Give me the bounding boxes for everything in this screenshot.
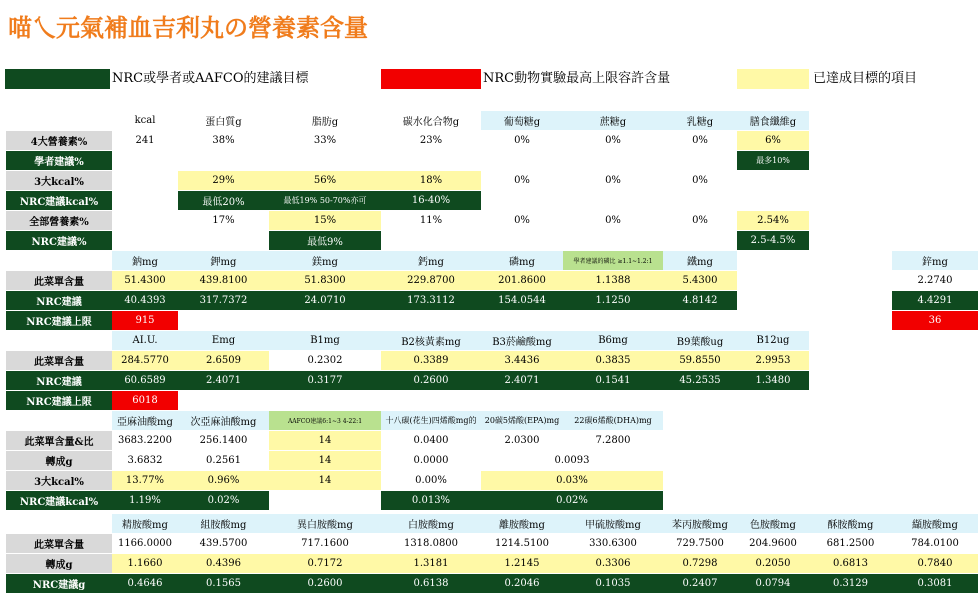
table-cell: 1.1250	[563, 291, 663, 310]
table-cell: 2.0300	[481, 431, 563, 450]
table-cell: 精胺酸mg	[112, 514, 178, 533]
table-cell: 鐵mg	[663, 251, 737, 270]
row-label: 4大營養素%	[6, 131, 112, 150]
table-cell: 苯丙胺酸mg	[663, 514, 737, 533]
table-cell: 14	[269, 471, 381, 490]
table-cell: 33%	[269, 131, 381, 150]
row-label: NRC建議	[6, 371, 112, 390]
table-cell: 0.96%	[178, 471, 269, 490]
table-cell: 784.0100	[892, 534, 978, 553]
table-cell: 白胺酸mg	[381, 514, 481, 533]
table-cell: 51.8300	[269, 271, 381, 290]
table-cell: 色胺酸mg	[737, 514, 809, 533]
table-cell: 0.6138	[381, 574, 481, 593]
table-cell: 1318.0800	[381, 534, 481, 553]
table-cell: 0.02%	[178, 491, 269, 510]
table-cell: 60.6589	[112, 371, 178, 390]
table-cell: 40.4393	[112, 291, 178, 310]
table-cell: 24.0710	[269, 291, 381, 310]
table-cell: 0%	[481, 171, 563, 190]
table-cell: 13.77%	[112, 471, 178, 490]
table-cell: 0.02%	[481, 491, 663, 510]
table-cell: 45.2535	[663, 371, 737, 390]
table-cell: 0.0794	[737, 574, 809, 593]
table-cell: Emg	[178, 331, 269, 350]
table-cell: 1166.0000	[112, 534, 178, 553]
legend-label-nrc-target: NRC或學者或AAFCO的建議目標	[112, 71, 309, 86]
table-cell: 葡萄糖g	[481, 111, 563, 130]
table-cell: 0%	[563, 171, 663, 190]
row-label: NRC建議g	[6, 574, 112, 593]
table-cell: 最多10%	[737, 151, 809, 170]
table-cell: 0.2600	[269, 574, 381, 593]
table-cell: 0.2407	[663, 574, 737, 593]
table-cell: 1.2145	[481, 554, 563, 573]
row-label: NRC建議上限	[6, 311, 112, 330]
table-cell: 組胺酸mg	[178, 514, 269, 533]
table-cell: 0.7172	[269, 554, 381, 573]
table-cell: 鉀mg	[178, 251, 269, 270]
legend-swatch-dark-green	[5, 69, 110, 89]
table-cell: 異白胺酸mg	[269, 514, 381, 533]
table-cell: 0.2302	[269, 351, 381, 370]
table-cell: 0%	[481, 131, 563, 150]
table-cell: 0.2600	[381, 371, 481, 390]
table-cell: 2.54%	[737, 211, 809, 230]
table-cell: 蛋白質g	[178, 111, 269, 130]
table-cell: 2.2740	[892, 271, 978, 290]
page-title: 喵乀元氣補血吉利丸の營養素含量	[8, 13, 368, 42]
table-cell: 離胺酸mg	[481, 514, 563, 533]
table-cell: 330.6300	[563, 534, 663, 553]
table-cell: 脂肪g	[269, 111, 381, 130]
table-cell: 439.8100	[178, 271, 269, 290]
row-label: 全部營養素%	[6, 211, 112, 230]
table-cell: 4.8142	[663, 291, 737, 310]
table-cell: 2.4071	[178, 371, 269, 390]
table-cell: 18%	[381, 171, 481, 190]
row-label: 學者建議%	[6, 151, 112, 170]
table-cell: 0.2046	[481, 574, 563, 593]
table-cell: 1.1388	[563, 271, 663, 290]
table-cell: B9葉酸ug	[663, 331, 737, 350]
table-cell: 次亞麻油酸mg	[178, 411, 269, 430]
table-cell: 14	[269, 451, 381, 470]
table-cell: 亞麻油酸mg	[112, 411, 178, 430]
row-label: NRC建議	[6, 291, 112, 310]
table-cell: 0.013%	[381, 491, 481, 510]
table-cell: 0.00%	[381, 471, 481, 490]
legend-swatch-yellow	[737, 69, 809, 89]
table-cell: 0.03%	[481, 471, 663, 490]
table-cell: AAFCO建議6:1~3 4-22:1	[269, 411, 381, 430]
table-cell: 229.8700	[381, 271, 481, 290]
table-cell: 7.2800	[563, 431, 663, 450]
table-cell: 1.1660	[112, 554, 178, 573]
table-cell: 0.0400	[381, 431, 481, 450]
table-cell: 36	[892, 311, 978, 330]
table-cell: 15%	[269, 211, 381, 230]
table-cell: 1.3480	[737, 371, 809, 390]
table-cell: 0%	[663, 171, 737, 190]
table-cell: 241	[112, 131, 178, 150]
row-label: 此菜單含量&比	[6, 431, 112, 450]
table-cell: 蔗糖g	[563, 111, 663, 130]
table-cell: 20碳5烯酸(EPA)mg	[481, 411, 563, 430]
table-cell: 56%	[269, 171, 381, 190]
table-cell: 鎂mg	[269, 251, 381, 270]
table-cell: B3菸鹼酸mg	[481, 331, 563, 350]
table-cell: 2.4071	[481, 371, 563, 390]
row-label: 轉成g	[6, 554, 112, 573]
table-cell: 2.5-4.5%	[737, 231, 809, 250]
table-cell: 22碳6烯酸(DHA)mg	[563, 411, 663, 430]
table-cell: 0.3177	[269, 371, 381, 390]
legend-swatch-red	[381, 69, 481, 89]
table-cell: B1mg	[269, 331, 381, 350]
table-cell: 乳糖g	[663, 111, 737, 130]
table-cell: 201.8600	[481, 271, 563, 290]
table-cell: 173.3112	[381, 291, 481, 310]
table-cell: 0.7840	[892, 554, 978, 573]
table-cell: 鋅mg	[892, 251, 978, 270]
table-cell: 29%	[178, 171, 269, 190]
table-cell: 4.4291	[892, 291, 978, 310]
table-cell: 0%	[481, 211, 563, 230]
row-label: NRC建議kcal%	[6, 491, 112, 510]
table-cell: 0.3129	[809, 574, 892, 593]
table-cell: 59.8550	[663, 351, 737, 370]
table-cell: 681.2500	[809, 534, 892, 553]
table-cell: 碳水化合物g	[381, 111, 481, 130]
table-cell: 0.0093	[481, 451, 663, 470]
table-cell: 0.4646	[112, 574, 178, 593]
table-cell: 23%	[381, 131, 481, 150]
legend-label-achieved: 已達成目標的項目	[813, 71, 918, 86]
table-cell: 38%	[178, 131, 269, 150]
row-label: NRC建議上限	[6, 391, 112, 410]
table-cell: 0.7298	[663, 554, 737, 573]
table-cell: B6mg	[563, 331, 663, 350]
table-cell: 0.2050	[737, 554, 809, 573]
row-label: 此菜單含量	[6, 351, 112, 370]
table-cell: 0%	[563, 131, 663, 150]
table-cell: 0.1565	[178, 574, 269, 593]
table-cell: 915	[112, 311, 178, 330]
table-cell: 204.9600	[737, 534, 809, 553]
table-cell: 0.4396	[178, 554, 269, 573]
row-label: 3大kcal%	[6, 471, 112, 490]
table-cell: 2.6509	[178, 351, 269, 370]
table-cell: 3.6832	[112, 451, 178, 470]
table-cell: B12ug	[737, 331, 809, 350]
table-cell: 0.3081	[892, 574, 978, 593]
table-cell: 284.5770	[112, 351, 178, 370]
table-cell: 鈉mg	[112, 251, 178, 270]
table-cell: 0.2561	[178, 451, 269, 470]
table-cell: 0.0000	[381, 451, 481, 470]
table-cell: 0.1541	[563, 371, 663, 390]
row-label: NRC建議kcal%	[6, 191, 112, 210]
table-cell: 0%	[563, 211, 663, 230]
table-cell: 0.3306	[563, 554, 663, 573]
table-cell: 酥胺酸mg	[809, 514, 892, 533]
table-cell: AI.U.	[112, 331, 178, 350]
table-cell: 14	[269, 431, 381, 450]
table-cell: 0%	[663, 131, 737, 150]
table-cell: 最低9%	[269, 231, 381, 250]
table-cell: 16-40%	[381, 191, 481, 210]
table-cell: 439.5700	[178, 534, 269, 553]
table-cell: 17%	[178, 211, 269, 230]
table-cell: 最低19% 50-70%亦可	[269, 191, 381, 210]
row-label: 此菜單含量	[6, 534, 112, 553]
table-cell: 154.0544	[481, 291, 563, 310]
table-cell: 磷mg	[481, 251, 563, 270]
table-cell: 3.4436	[481, 351, 563, 370]
table-cell: 0.3835	[563, 351, 663, 370]
table-cell: 學者建議的磷比 ≥1.1~1.2:1	[563, 251, 663, 270]
table-cell: 0.3389	[381, 351, 481, 370]
row-label: 轉成g	[6, 451, 112, 470]
table-cell: 3683.2200	[112, 431, 178, 450]
table-cell: 0%	[663, 211, 737, 230]
table-cell: 最低20%	[178, 191, 269, 210]
table-cell: 1.3181	[381, 554, 481, 573]
table-cell: 6018	[112, 391, 178, 410]
table-cell: 甲硫胺酸mg	[563, 514, 663, 533]
table-cell: 2.9953	[737, 351, 809, 370]
table-cell: 729.7500	[663, 534, 737, 553]
table-cell: 鈣mg	[381, 251, 481, 270]
legend-label-nrc-upper-limit: NRC動物實驗最高上限容許含量	[483, 71, 671, 86]
table-cell: 0.1035	[563, 574, 663, 593]
table-cell: 膳食纖維g	[737, 111, 809, 130]
table-cell: 256.1400	[178, 431, 269, 450]
row-label: NRC建議%	[6, 231, 112, 250]
table-cell: 十八碳(花生)四烯酸mg的	[381, 411, 481, 430]
table-cell: 317.7372	[178, 291, 269, 310]
table-cell: 0.6813	[809, 554, 892, 573]
table-cell: 51.4300	[112, 271, 178, 290]
table-cell: 11%	[381, 211, 481, 230]
table-cell: 纈胺酸mg	[892, 514, 978, 533]
table-cell: 1.19%	[112, 491, 178, 510]
row-label: 3大kcal%	[6, 171, 112, 190]
table-cell: 1214.5100	[481, 534, 563, 553]
table-cell: kcal	[112, 111, 178, 130]
table-cell: 717.1600	[269, 534, 381, 553]
table-cell: 5.4300	[663, 271, 737, 290]
table-cell: B2核黃素mg	[381, 331, 481, 350]
row-label: 此菜單含量	[6, 271, 112, 290]
table-cell: 6%	[737, 131, 809, 150]
